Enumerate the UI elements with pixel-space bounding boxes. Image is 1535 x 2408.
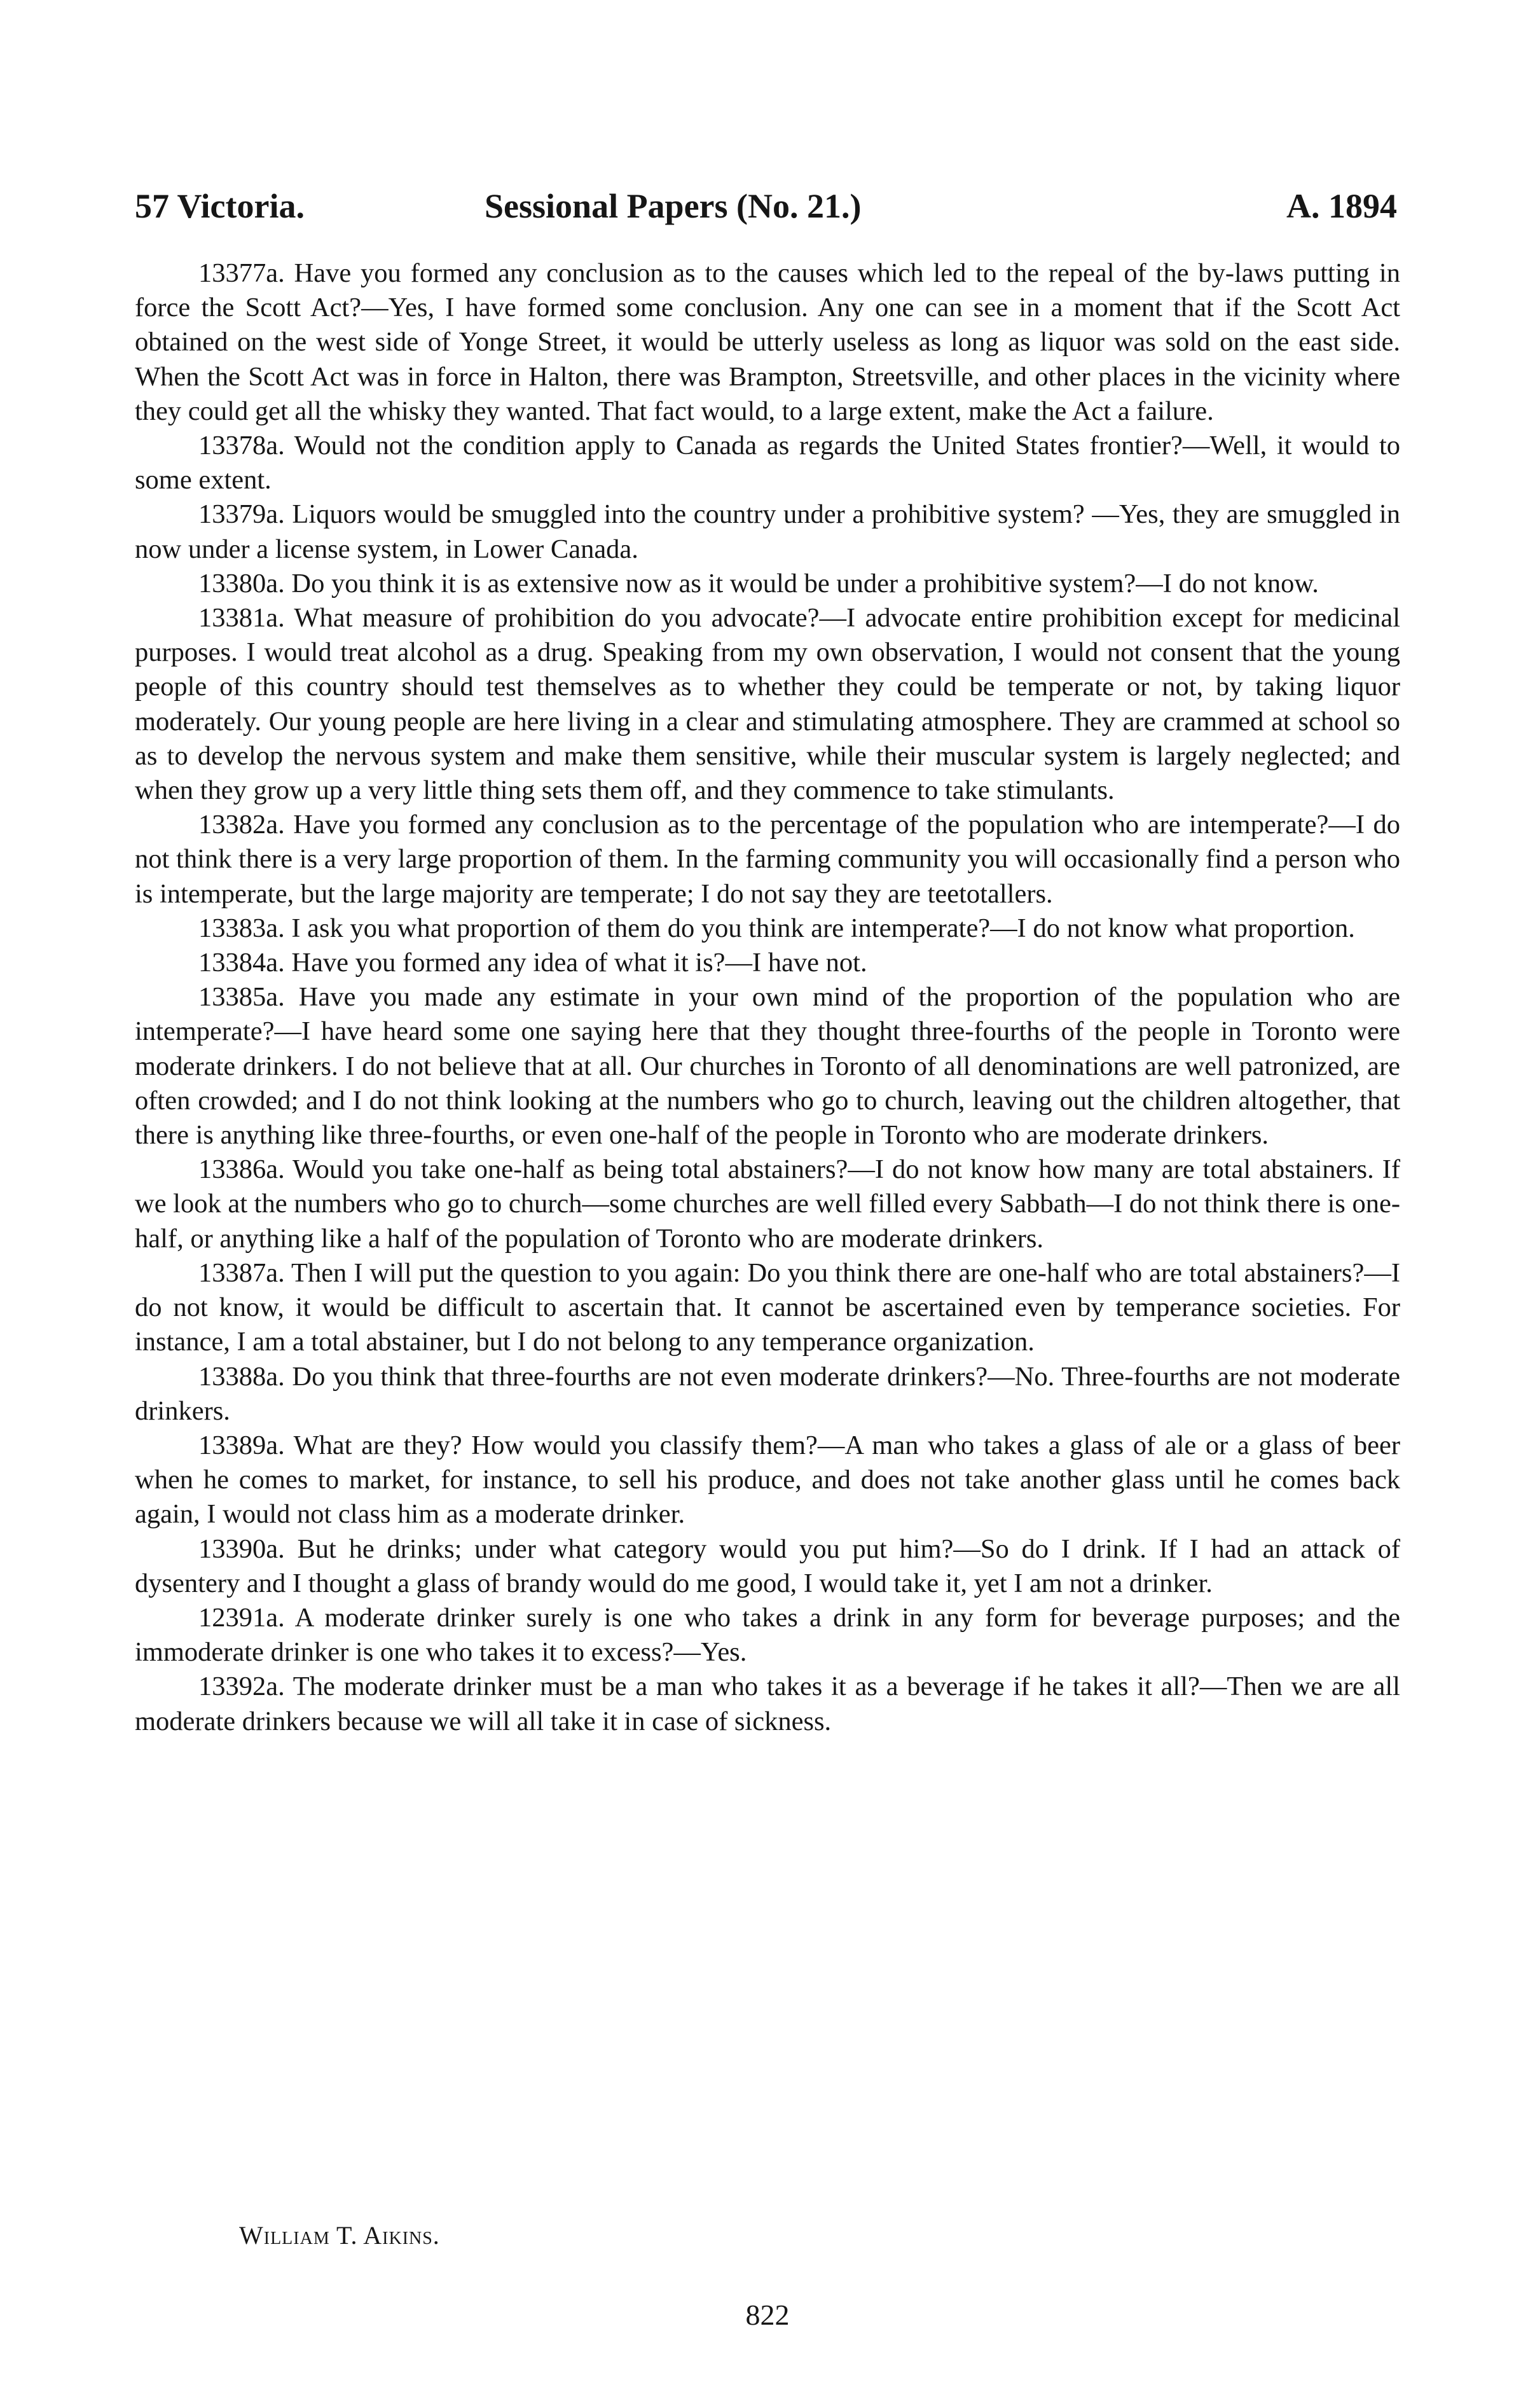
question-answer-text: A moderate drinker surely is one who takes a drink in any form for beverage purposes; and the immoderate drinker is one who takes it to excess?—Yes. [135, 1602, 1400, 1668]
question-answer-text: Then I will put the question to you again: Do you think there are one-half who are total abstainers?—I do not know, it would be difficult to ascertain that. It cannot be ascertained even by temperance societies. For instance, I am a total abstainer, but I do not belong to any temperance organization. [135, 1257, 1400, 1357]
question-answer-paragraph [135, 1360, 1400, 1429]
question-answer-text: Have you formed any idea of what it is?—I have not. [284, 948, 867, 978]
question-answer-text: Do you think that three-fourths are not even moderate drinkers?—No. Three-fourths are not moderate drinkers. [135, 1361, 1400, 1426]
running-header [135, 181, 1397, 232]
question-number: 13384a. [198, 948, 285, 978]
question-answer-paragraph [135, 1601, 1400, 1670]
question-number: 13382a. [198, 810, 285, 840]
question-answer-text: Would not the condition apply to Canada as regards the United States frontier?—Well, it would to some extent. [135, 431, 1400, 495]
question-number: 12391a. [198, 1602, 285, 1633]
question-answer-paragraph [135, 946, 1400, 980]
header-volume: 57 Victoria. [135, 187, 305, 225]
question-answer-paragraph [135, 256, 1400, 429]
question-answer-text: I ask you what proportion of them do you think are intemperate?—I do not know what proportion. [284, 913, 1355, 943]
question-number: 13378a. [198, 431, 285, 461]
question-answer-text: Have you formed any conclusion as to the percentage of the population who are intemperate?—I do not think there is a very large proportion of them. In the farming community you will occasionally find a person who is intemperate, but the large majority are temperate; I do not say they are teetotallers. [135, 810, 1400, 909]
question-answer-paragraph [135, 1532, 1400, 1601]
question-number: 13381a. [198, 603, 285, 633]
question-answer-paragraph [135, 567, 1400, 601]
question-number: 13392a. [198, 1671, 285, 1702]
witness-signature: William T. Aikins. [239, 2221, 440, 2250]
question-number: 13379a. [198, 499, 285, 530]
question-answer-text: Have you made any estimate in your own mind of the proportion of the population who are intemperate?—I have heard some one saying here that they thought three-fourths of the people in Toronto were moderate drinkers. I do not believe that at all. Our churches in Toronto of all denominations are well patronized, are often crowded; and I do not think looking at the numbers who go to church, leaving out the children altogether, that there is anything like three-fourths, or even one-half of the people in Toronto who are moderate drinkers. [135, 982, 1400, 1151]
question-number: 13387a. [198, 1257, 285, 1288]
question-number: 13386a. [198, 1154, 285, 1185]
question-number: 13385a. [198, 982, 285, 1013]
page-number: 822 [745, 2299, 790, 2331]
question-answer-paragraph [135, 911, 1400, 946]
question-answer-text: But he drinks; under what category would you put him?—So do I drink. If I had an attack of dysentery and I thought a glass of brandy would do me good, I would take it, yet I am not a drinker. [135, 1533, 1400, 1598]
question-answer-text: What are they? How would you classify them?—A man who takes a glass of ale or a glass of beer when he comes to market, for instance, to sell his produce, and does not take another glass until he comes back again, I would not class him as a moderate drinker. [135, 1430, 1400, 1530]
question-number: 13377a. [198, 258, 285, 288]
question-answer-text: The moderate drinker must be a man who takes it as a beverage if he takes it all?—Then we are all moderate drinkers because we will all take it in case of sickness. [135, 1671, 1400, 1736]
question-answer-text: Do you think it is as extensive now as it would be under a prohibitive system?—I do not know. [284, 568, 1319, 599]
question-answer-paragraph [135, 497, 1400, 566]
question-answer-paragraph [135, 808, 1400, 911]
question-answer-paragraph [135, 980, 1400, 1152]
question-answer-paragraph [135, 601, 1400, 808]
question-answer-text: What measure of prohibition do you advocate?—I advocate entire prohibition except for medicinal purposes. I would treat alcohol as a drug. Speaking from my own observation, I would not consent that the young people of this country should test themselves as to whether they could be temperate or not, by taking liquor moderately. Our young people are here living in a clear and stimulating atmosphere. They are crammed at school so as to develop the nervous system and make them sensitive, while their muscular system is largely neglected; and when they grow up a very little thing sets them off, and they commence to take stimulants. [135, 603, 1400, 806]
question-answer-paragraph [135, 1256, 1400, 1360]
question-answer-text: Have you formed any conclusion as to the causes which led to the repeal of the by-laws putting in force the Scott Act?—Yes, I have formed some conclusion. Any one can see in a moment that if the Scott Act obtained on the west side of Yonge Street, it would be utterly useless as long as liquor was sold on the east side. When the Scott Act was in force in Halton, there was Brampton, Streetsville, and other places in the vicinity where they could get all the whisky they wanted. That fact would, to a large extent, make the Act a failure. [135, 258, 1400, 426]
testimony-body [135, 256, 1400, 1739]
question-answer-paragraph [135, 1152, 1400, 1256]
question-number: 13390a. [198, 1533, 285, 1564]
question-answer-text: Liquors would be smuggled into the country under a prohibitive system? —Yes, they are smuggled in now under a license system, in Lower Canada. [135, 499, 1400, 564]
header-year: A. 1894 [1286, 187, 1397, 225]
question-answer-paragraph [135, 429, 1400, 497]
question-number: 13380a. [198, 568, 285, 599]
question-answer-paragraph [135, 1670, 1400, 1738]
question-number: 13389a. [198, 1430, 285, 1460]
question-answer-paragraph [135, 1429, 1400, 1532]
question-answer-text: Would you take one-half as being total abstainers?—I do not know how many are total abstainers. If we look at the numbers who go to church—some churches are well filled every Sabbath—I do not think there is one-half, or anything like a half of the population of Toronto who are moderate drinkers. [135, 1154, 1400, 1254]
header-title: Sessional Papers (No. 21.) [485, 187, 862, 225]
question-number: 13383a. [198, 913, 285, 943]
question-number: 13388a. [198, 1361, 285, 1392]
